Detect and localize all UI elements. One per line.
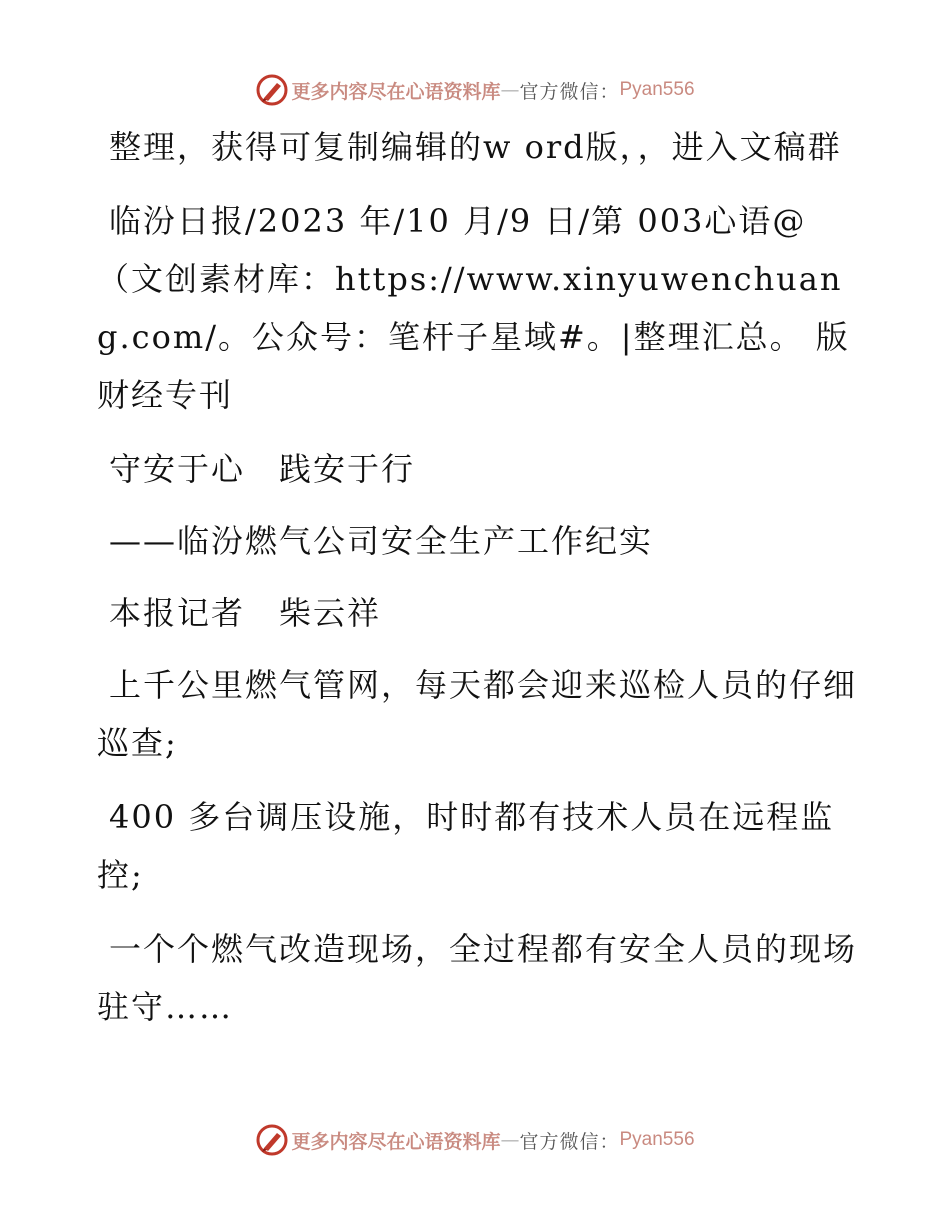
banner-main-text: 更多内容尽在心语资料库 xyxy=(291,1130,501,1153)
banner-dash: — xyxy=(500,79,520,101)
pen-logo-icon xyxy=(255,73,289,107)
paragraph-regulators: 400 多台调压设施，时时都有技术人员在远程监控; xyxy=(97,798,835,894)
article-title: 守安于心 践安于行 xyxy=(109,450,416,488)
banner-dash: — xyxy=(500,1129,520,1151)
paragraph-pipelines: 上千公里燃气管网，每天都会迎来巡检人员的仔细巡查; xyxy=(97,666,858,762)
pen-logo-icon xyxy=(255,1123,289,1157)
banner-wechat-label: 官方微信： xyxy=(519,80,620,103)
paragraph-sites: 一个个燃气改造现场，全过程都有安全人员的现场驻守…… xyxy=(97,930,858,1026)
watermark-banner-top xyxy=(0,70,950,110)
banner-wechat-id: Pyan556 xyxy=(619,1129,695,1150)
article-subtitle: ——临汾燃气公司安全生产工作纪实 xyxy=(109,522,654,560)
watermark-banner-bottom xyxy=(0,1120,950,1160)
paragraph-source: 临汾日报/2023 年/10 月/9 日/第 003心语@（文创素材库：https://www.xinyuwenchuang.com/。公众号：笔杆子星域#。|整理汇总。 版财经专刊 xyxy=(97,202,850,414)
banner-wechat-label: 官方微信： xyxy=(519,1130,620,1153)
document-body xyxy=(97,118,857,1052)
paragraph-intro: 整理，获得可复制编辑的w ord版，，进入文稿群 xyxy=(109,128,842,166)
article-byline: 本报记者 柴云祥 xyxy=(109,594,382,632)
banner-wechat-id: Pyan556 xyxy=(619,79,695,100)
banner-main-text: 更多内容尽在心语资料库 xyxy=(291,80,501,103)
